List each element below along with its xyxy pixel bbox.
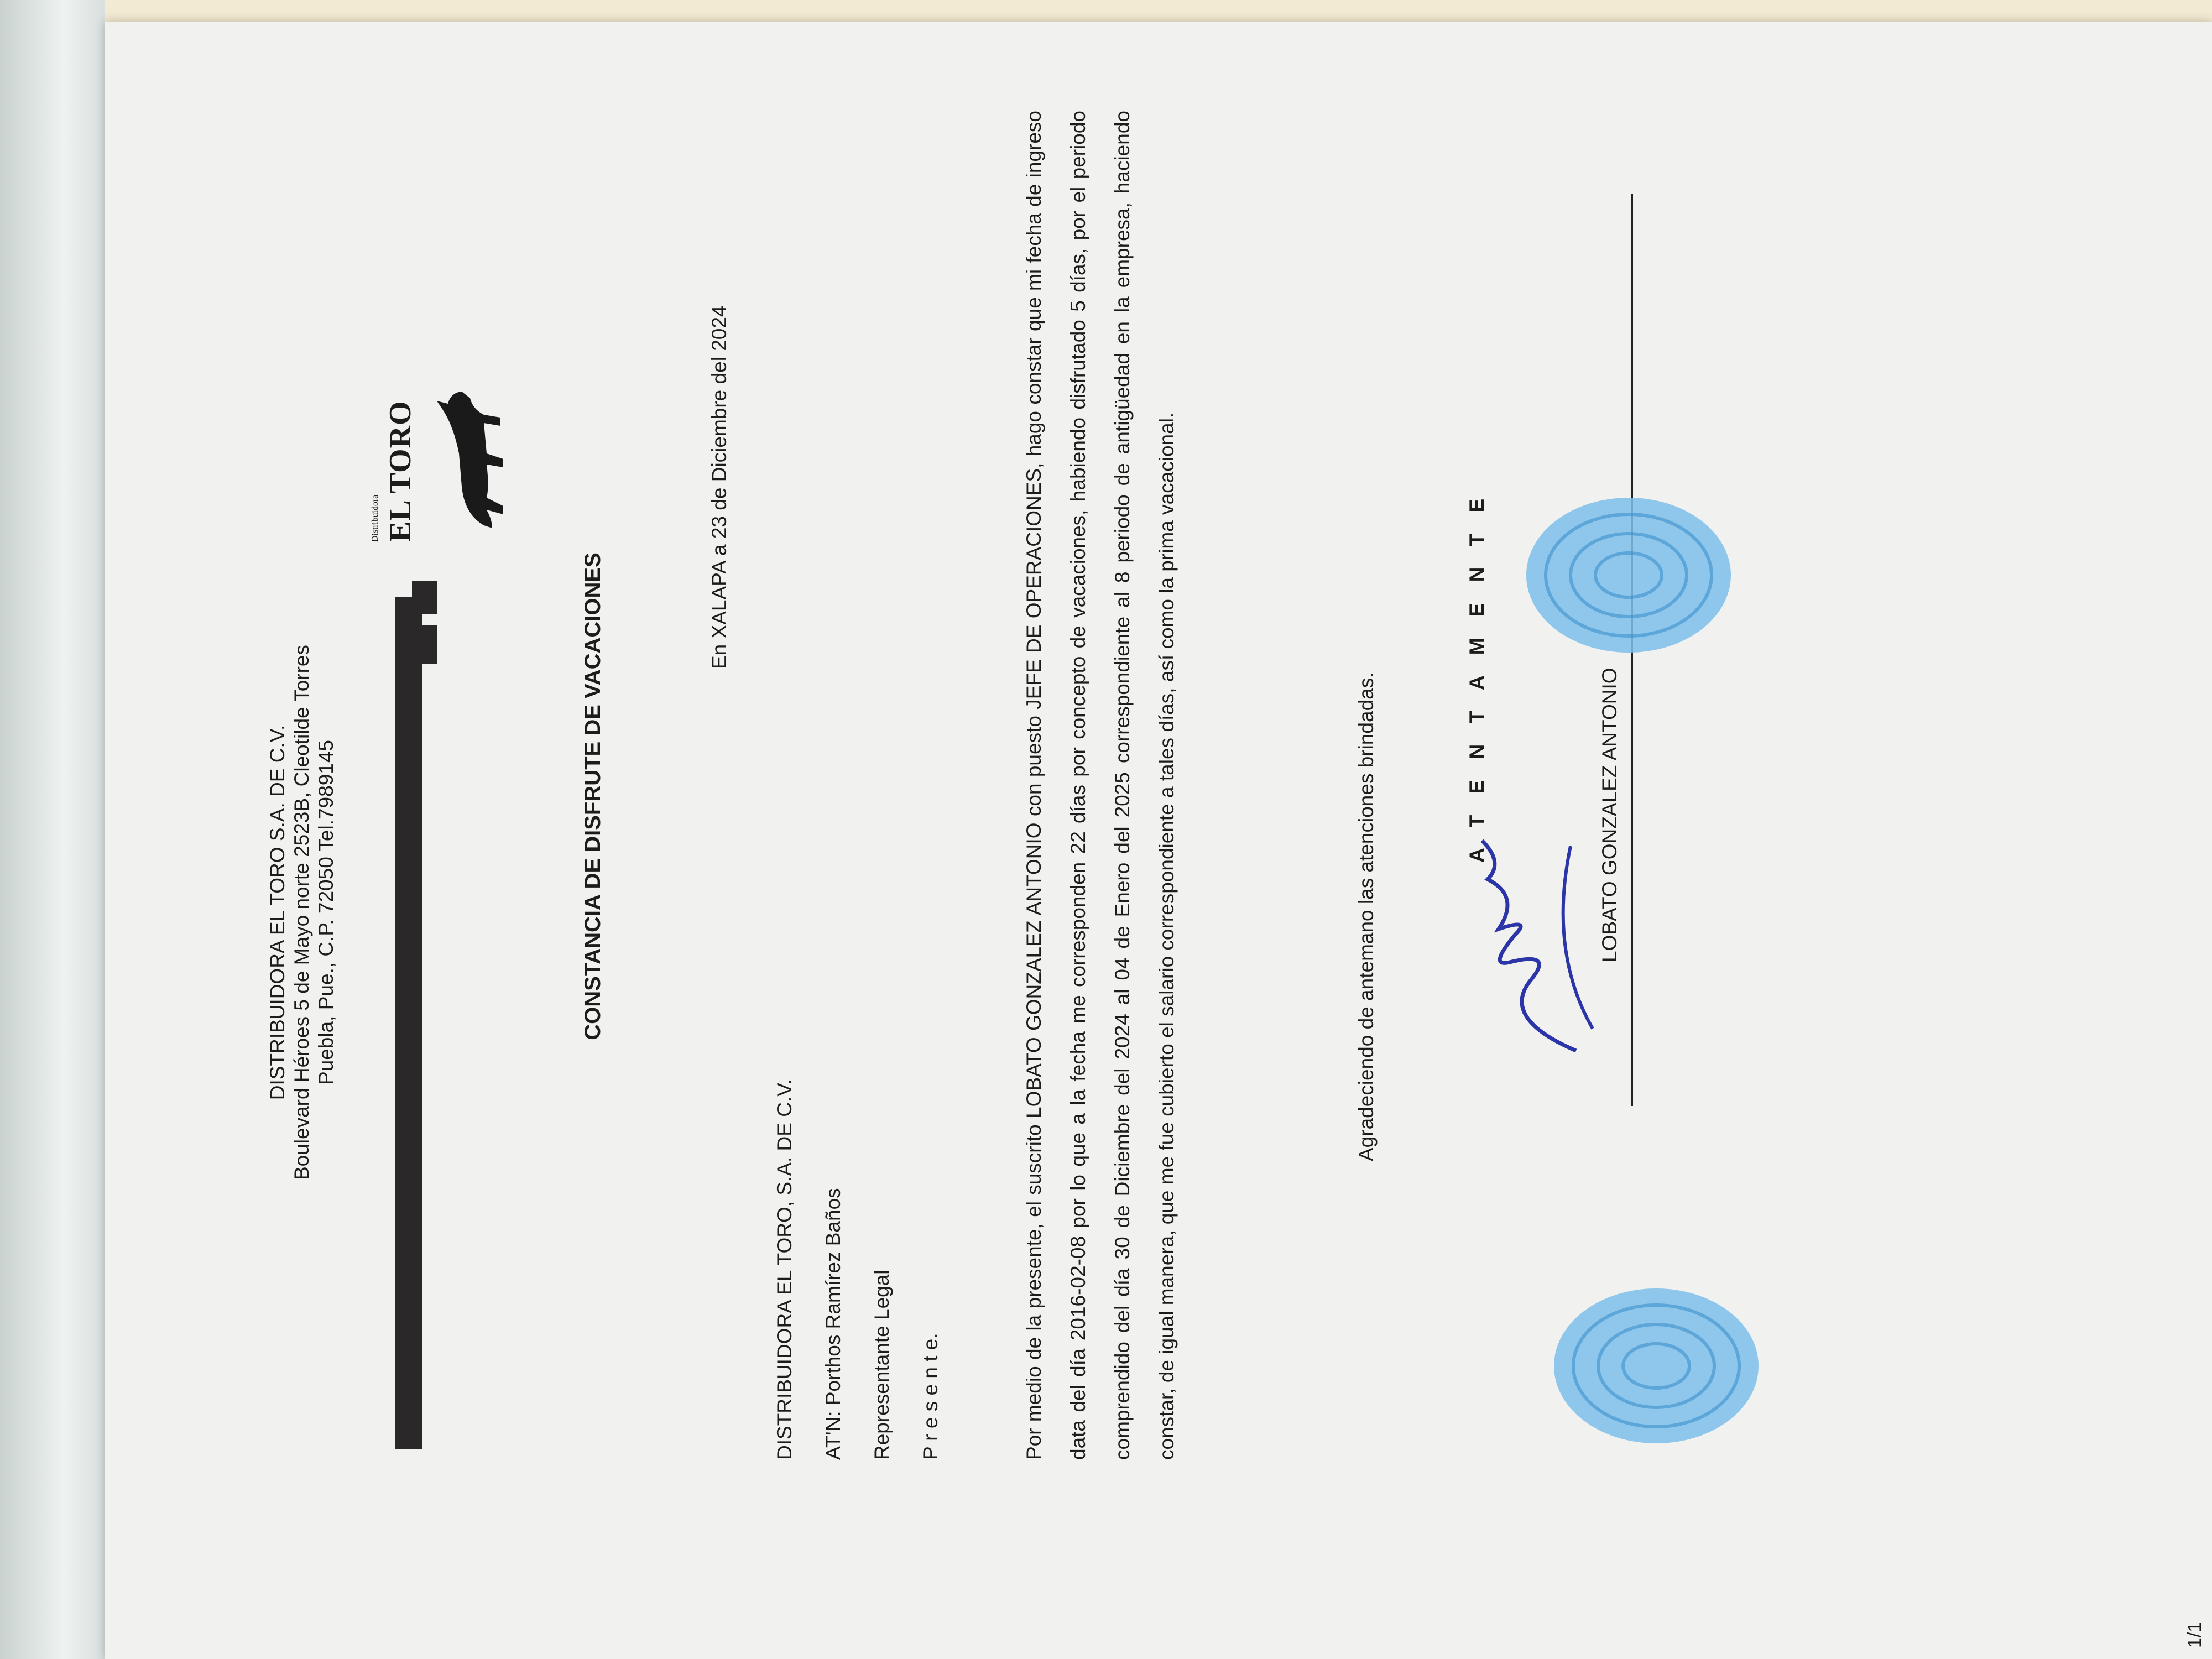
company-city-phone: Puebla, Pue., C.P. 72050 Tel.7989145	[315, 739, 337, 1086]
company-address: Boulevard Héroes 5 de Mayo norte 2523B, Cleotilde Torres	[290, 644, 313, 1181]
recipient-company: DISTRIBUIDORA EL TORO, S.A. DE C.V.	[773, 1079, 796, 1460]
company-logo	[371, 376, 514, 542]
redaction-bar-top-small-2	[412, 581, 437, 614]
body-paragraph: Por medio de la presente, el suscrito LOBATO GONZALEZ ANTONIO con puesto JEFE DE OPERACIONES, hago constar que mi fecha de ingreso data del día 2016-02-08 por lo que a la fecha me corresponden 22 días por concepto de vacaciones, habiendo disfrutado 5 días, por el periodo comprendido del día 30 de Diciembre del 2024 al 04 de Enero del 2025 correspondiente al 8 periodo de antigüedad en la empresa, haciendo constar, de igual manera, que me fue cubierto el salario correspondiente a tales días, así como la prima vacacional.	[1022, 111, 1178, 1460]
redaction-bar-top	[395, 597, 422, 1449]
document-sheet	[105, 22, 2212, 1659]
signoff: A T E N T A M E N T E	[1465, 491, 1488, 863]
redaction-bar-top-small-1	[412, 625, 437, 664]
page-number: 1/1	[2184, 1621, 2205, 1648]
signer-name: LOBATO GONZALEZ ANTONIO	[1598, 667, 1621, 962]
fingerprint-left-icon	[1548, 1283, 1764, 1449]
binder-clip	[0, 0, 105, 1659]
recipient-attention: AT'N: Porthos Ramírez Baños	[822, 1188, 844, 1460]
company-name: DISTRIBUIDORA EL TORO S.A. DE C.V.	[266, 724, 289, 1100]
fingerprint-right-icon	[1521, 492, 1736, 658]
logo-small-text: Distribuidora	[371, 494, 380, 542]
bull-icon	[431, 382, 509, 536]
document-title: CONSTANCIA DE DISFRUTE DE VACACIONES	[581, 552, 605, 1040]
recipient-block	[760, 686, 955, 1460]
closing-line: Agradeciendo de antemano las atenciones brindadas.	[1355, 672, 1378, 1161]
recipient-role: Representante Legal	[870, 1270, 893, 1460]
signature-icon	[1465, 830, 1609, 1062]
company-header	[265, 498, 338, 1327]
recipient-present: P r e s e n t e.	[919, 1333, 942, 1460]
date-line: En XALAPA a 23 de Diciembre del 2024	[708, 305, 731, 669]
logo-main-text: EL TORO	[383, 400, 418, 542]
